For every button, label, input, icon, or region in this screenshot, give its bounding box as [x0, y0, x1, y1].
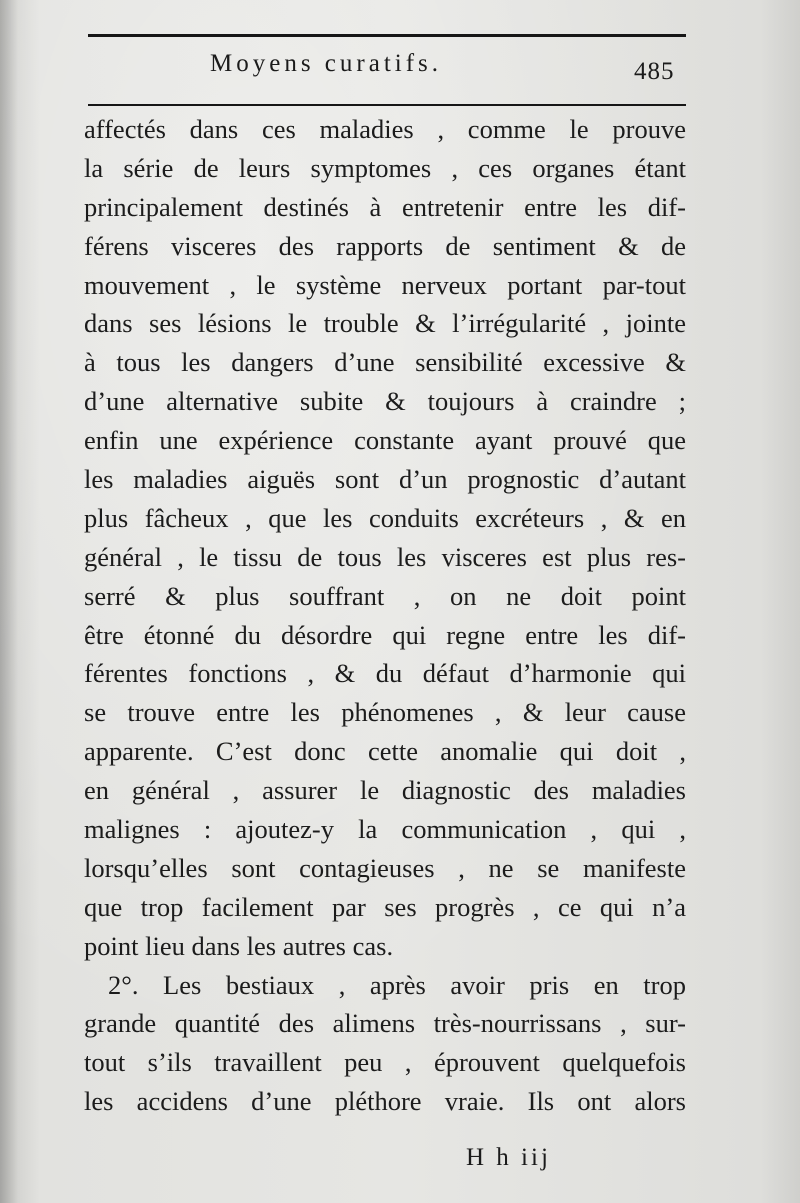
- paragraph-end-line: point lieu dans les autres cas.: [84, 930, 394, 961]
- text-line: se trouve entre les phénomenes , & leur cause: [84, 697, 686, 728]
- body-text: [84, 110, 686, 1121]
- text-line: principalement destinés à entretenir entre les dif-: [84, 191, 686, 222]
- text-line: apparente. C’est donc cette anomalie qui doit ,: [84, 736, 686, 767]
- page-number: 485: [634, 58, 675, 85]
- text-line: en général , assurer le diagnostic des maladies: [84, 775, 686, 806]
- text-line: grande quantité des alimens très-nourrissans , sur-: [84, 1008, 686, 1039]
- running-head: Moyens curatifs.: [210, 50, 443, 77]
- text-line: malignes : ajoutez-y la communication , qui ,: [84, 814, 686, 845]
- text-line: mouvement , le système nerveux portant par-tout: [84, 269, 686, 300]
- binding-shadow: [0, 0, 18, 1203]
- text-line: tout s’ils travaillent peu , éprouvent quelquefois: [84, 1047, 686, 1078]
- signature-mark: H h iij: [466, 1144, 551, 1171]
- text-line: serré & plus souffrant , on ne doit point: [84, 580, 686, 611]
- top-rule: [88, 34, 686, 37]
- header-rule: [88, 104, 686, 106]
- text-line: affectés dans ces maladies , comme le prouve: [84, 114, 686, 144]
- text-line: à tous les dangers d’une sensibilité excessive &: [84, 347, 686, 378]
- text-line: que trop facilement par ses progrès , ce qui n’a: [84, 891, 686, 922]
- text-line: férentes fonctions , & du défaut d’harmonie qui: [84, 658, 686, 689]
- text-line: plus fâcheux , que les conduits excréteurs , & en: [84, 502, 686, 533]
- text-line: enfin une expérience constante ayant prouvé que: [84, 425, 686, 456]
- text-line: férens visceres des rapports de sentiment & de: [84, 230, 686, 261]
- text-line: les maladies aiguës sont d’un prognostic d’autant: [84, 464, 686, 495]
- text-line: d’une alternative subite & toujours à craindre ;: [84, 386, 686, 417]
- text-line: dans ses lésions le trouble & l’irrégularité , jointe: [84, 308, 686, 339]
- text-line: être étonné du désordre qui regne entre les dif-: [84, 619, 686, 650]
- text-line: général , le tissu de tous les visceres est plus res-: [84, 541, 686, 572]
- text-line: lorsqu’elles sont contagieuses , ne se manifeste: [84, 852, 686, 883]
- text-line: la série de leurs symptomes , ces organes étant: [84, 152, 686, 183]
- paragraph-start-line: 2°. Les bestiaux , après avoir pris en trop: [108, 969, 686, 1000]
- text-line: les accidens d’une pléthore vraie. Ils ont alors: [84, 1086, 686, 1117]
